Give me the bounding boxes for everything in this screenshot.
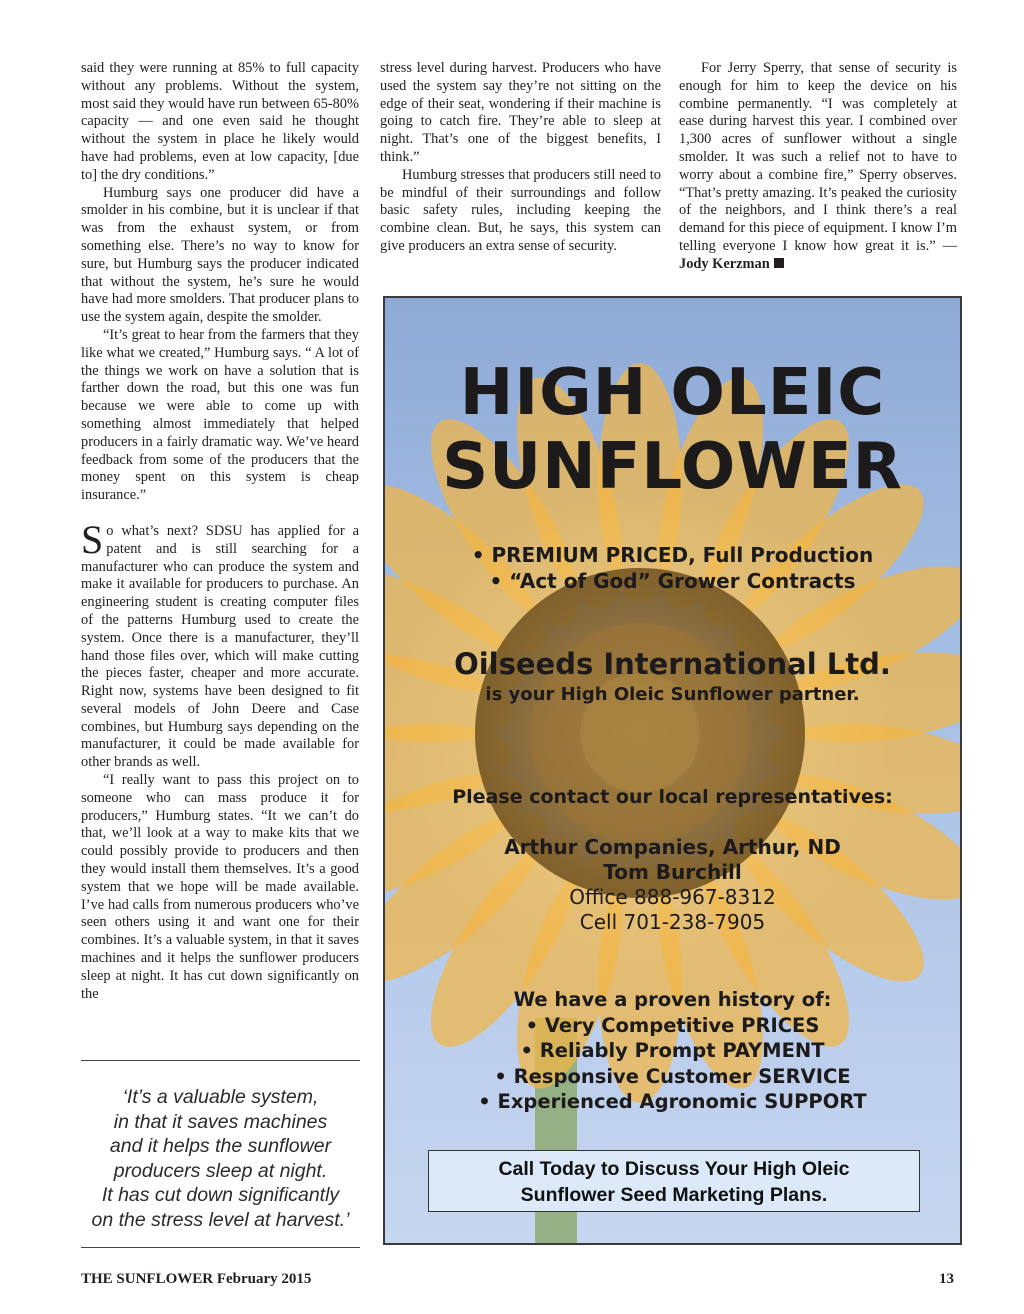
article-paragraph: Humburg says one producer did have a smolder in his combine, but it is unclear if that was from the exhaust system, or from something else. There’s no way to know for sure, but Humburg says the producer indicated that without the system, he’s sure he would have had more smolders. That producer plans to use the system again, despite the smolder.: [81, 184, 359, 326]
ad-history-item: • Reliably Prompt PAYMENT: [520, 1039, 825, 1062]
rep-company: Arthur Companies, Arthur, ND: [504, 835, 841, 859]
ad-bullet-list: [385, 542, 960, 594]
end-mark-icon: [774, 258, 784, 268]
pull-quote-line: ‘It’s a valuable system,: [122, 1086, 319, 1108]
pull-quote-line: It has cut down significantly: [101, 1184, 340, 1206]
article-paragraph-section-start: [81, 516, 359, 772]
author-byline: Jody Kerzman: [679, 255, 770, 272]
ad-tagline: is your High Oleic Sunflower partner.: [485, 684, 860, 705]
ad-headline: [385, 356, 960, 504]
ad-representative: [385, 835, 960, 935]
article-paragraph: said they were running at 85% to full capacity without any problems. Without the system, most said they would have run between 65-80% capacity — and one even said he thought without the system in place he likely would have had problems, even at low capacity, [due to] the dry conditions.”: [81, 60, 359, 183]
pull-quote-text: [81, 1085, 360, 1232]
ad-headline-line: SUNFLOWER: [442, 430, 903, 504]
ad-cta-line: Call Today to Discuss Your High Oleic: [498, 1158, 850, 1180]
rep-office-phone: Office 888-967-8312: [569, 885, 776, 909]
footer-publication: THE SUNFLOWER February 2015: [81, 1271, 312, 1287]
ad-bullet: • PREMIUM PRICED, Full Production: [471, 543, 874, 567]
ad-history-item: • Very Competitive PRICES: [525, 1013, 820, 1037]
pull-quote-line: in that it saves machines: [113, 1110, 328, 1133]
pull-quote: [81, 1060, 360, 1248]
rep-name: Tom Burchill: [603, 860, 742, 884]
ad-headline-line: HIGH OLEIC: [459, 356, 886, 430]
article-paragraph: Humburg stresses that producers still need to be mindful of their surroundings and follow basic safety rules, including keeping the combine clean. But, he says, this system can give producers an extra sense of security.: [380, 166, 661, 254]
pull-quote-line: on the stress level at harvest.’: [91, 1208, 350, 1231]
article-paragraph: stress level during harvest. Producers who have used the system say they’re not sitting on the edge of their seat, wondering if their machine is going to catch fire. They’re able to sleep at night. That’s one of the biggest benefits, I think.”: [380, 60, 661, 165]
advertisement: [383, 296, 962, 1245]
rep-cell-phone: Cell 701-238-7905: [579, 910, 766, 934]
page-number: 13: [939, 1271, 954, 1287]
ad-company-name: Oilseeds International Ltd.: [454, 647, 891, 681]
ad-contact-heading: Please contact our local representatives:: [452, 786, 893, 808]
article-paragraph-text: o what’s next? SDSU has applied for a patent and is still searching for a manufacturer who can produce the system and make it available for producers to purchase. An engineering student is creating computer files of the patterns Humburg used to create the system. Once there is a manufacturer, they’ll hand those files over, which will make cutting the pieces faster, cheaper and more accurate. Right now, systems have been designed to fit several models of John Deere and Case combines, but Humburg says depending on the manufacturer, it could be made available for other brands as well.: [81, 522, 359, 771]
article-paragraph-text: For Jerry Sperry, that sense of security is enough for him to keep the device on his combine permanently. “I was completely at ease during harvest this year. I combined over 1,300 acres of sunflower without a single smolder. It was such a relief not to have to worry about a combine fire,” Sperry observes. “That’s pretty amazing. It’s peaked the curiosity of the neighbors, and I think there’s a real demand for this piece of equipment. I know I’m telling everyone I know how great it is.” —: [679, 60, 957, 254]
ad-history-list: [385, 987, 960, 1115]
article-column-3: [679, 60, 957, 274]
ad-bullet: • “Act of God” Grower Contracts: [489, 569, 856, 593]
pull-quote-line: producers sleep at night.: [113, 1159, 328, 1182]
article-paragraph: “I really want to pass this project on to someone who can mass produce it for producers,” Humburg states. “It we can’t do that, we’ll look at a way to make kits that we could possibly provide to producers and then they would install them themselves. It’s a good system that we hope will be made available. I’ve had calls from numerous producers who’ve seen others using it and want one for their combines. It’s a valuable system, in that it saves machines and it helps the sunflower producers sleep at night. It has cut down significantly on the: [81, 772, 359, 1002]
ad-history-item: • Responsive Customer SERVICE: [494, 1064, 851, 1088]
drop-cap: S: [81, 516, 104, 562]
ad-cta-line: Sunflower Seed Marketing Plans.: [520, 1184, 828, 1206]
article-paragraph: [679, 60, 957, 274]
ad-call-to-action-box: [428, 1150, 920, 1212]
pull-quote-line: and it helps the sunflower: [109, 1135, 332, 1157]
ad-history-item: • Experienced Agronomic SUPPORT: [478, 1090, 867, 1113]
ad-history-heading: We have a proven history of:: [513, 988, 832, 1011]
article-column-1: [81, 60, 359, 1003]
article-paragraph: “It’s great to hear from the farmers that they like what we created,” Humburg says. “ A lot of the things we work on have a solution that is farther down the road, but this one was fun because we were able to come up with something almost immediately that helped producers in a fairly dramatic way. We’ve heard feedback from some of the producers that the money spent on this system is cheap insurance.”: [81, 326, 359, 504]
article-column-2: [380, 60, 661, 256]
